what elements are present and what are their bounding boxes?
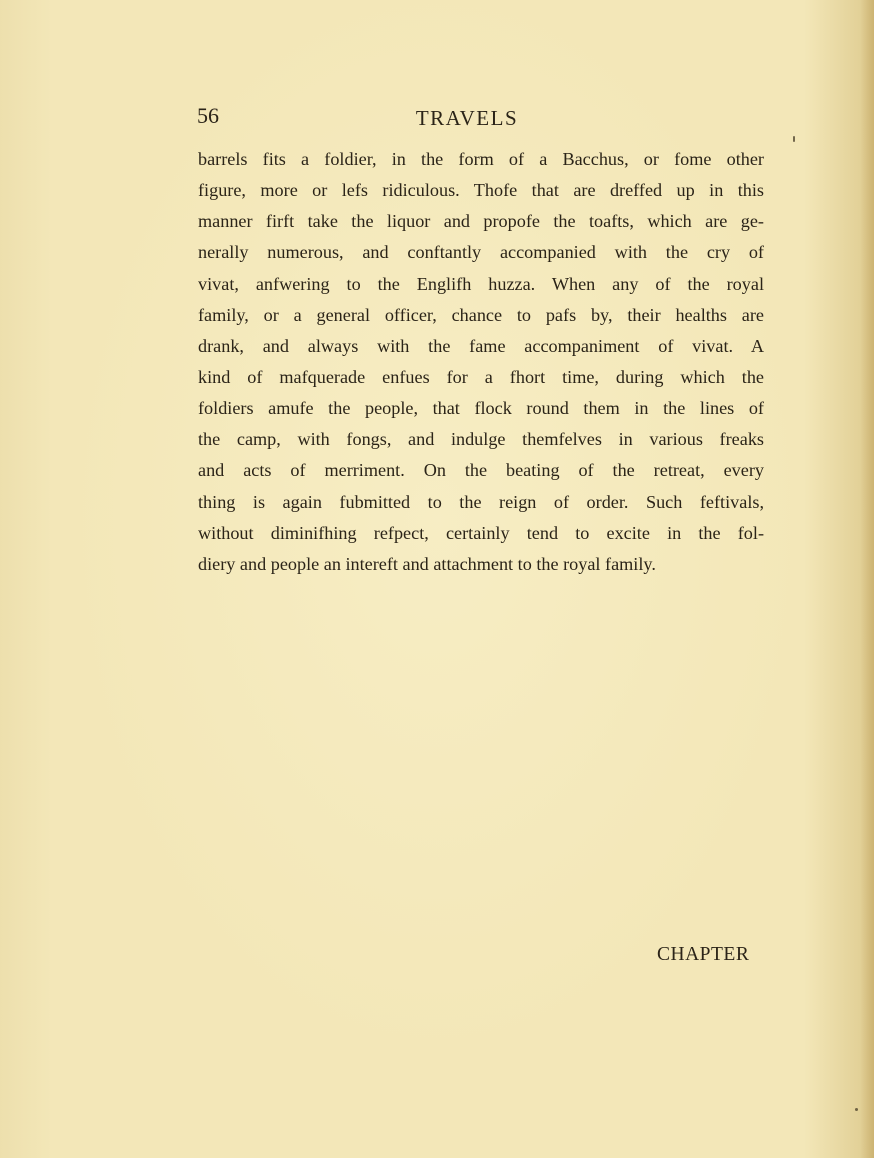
page-edge-shadow	[860, 0, 874, 1158]
paper-speck	[793, 136, 795, 142]
text-line: foldiers amufe the people, that flock round them in the lines of	[198, 398, 764, 419]
text-line: thing is again fubmitted to the reign of order. Such feftivals,	[198, 491, 764, 512]
text-line: and acts of merriment. On the beating of the retreat, every	[198, 460, 764, 481]
text-line: manner firft take the liquor and propofe the toafts, which are ge-	[198, 211, 764, 232]
running-head-title: TRAVELS	[415, 106, 519, 130]
text-line: the camp, with fongs, and indulge themfelves in various freaks	[198, 429, 764, 450]
catchword: CHAPTER	[657, 944, 750, 965]
running-head	[0, 106, 874, 131]
text-line-last: diery and people an intereft and attachment to the royal family.	[198, 553, 656, 574]
text-line: drank, and always with the fame accompaniment of vivat. A	[198, 335, 764, 356]
text-line: figure, more or lefs ridiculous. Thofe that are dreffed up in this	[198, 180, 764, 201]
body-text	[198, 144, 764, 580]
text-line: family, or a general officer, chance to pafs by, their healths are	[198, 304, 764, 325]
page-number: 56	[197, 103, 219, 128]
text-line: barrels fits a foldier, in the form of a Bacchus, or fome other	[198, 149, 764, 169]
text-line: vivat, anfwering to the Englifh huzza. When any of the royal	[198, 273, 764, 294]
text-line: without diminifhing refpect, certainly tend to excite in the fol-	[198, 522, 764, 543]
paper-speck	[855, 1108, 858, 1111]
text-line: kind of mafquerade enfues for a fhort time, during which the	[198, 366, 764, 387]
text-line: nerally numerous, and conftantly accompanied with the cry of	[198, 242, 764, 263]
